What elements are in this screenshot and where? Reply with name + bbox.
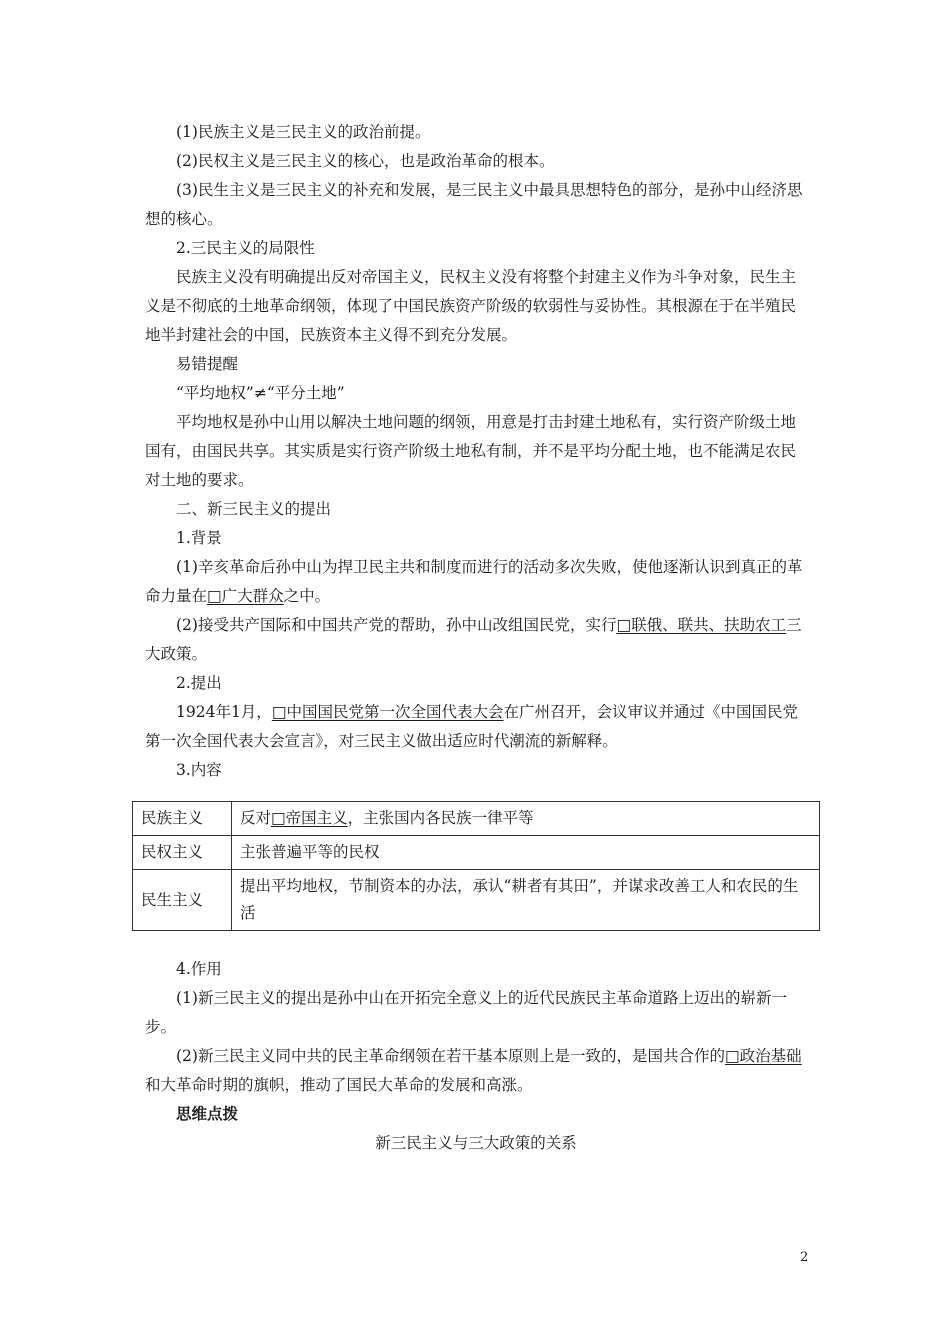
paragraph: 民族主义没有明确提出反对帝国主义，民权主义没有将整个封建主义作为斗争对象，民生主义是不彻底的土地革命纲领，体现了中国民族资产阶级的软弱性与妥协性。其根源在于在半殖民地半封建社会的中国，民族资本主义得不到充分发展。 (145, 268, 797, 344)
content-table (132, 801, 820, 931)
text-run: ，主张国内各民族一律平等 (347, 809, 534, 827)
text-run: 1924年1月， (176, 703, 272, 721)
text-run: (2)新三民主义同中共的民主革命纲领在若干基本原则上是一致的，是国共合作的 (176, 1047, 725, 1065)
paragraph: (3)民生主义是三民主义的补充和发展，是三民主义中最具思想特色的部分，是孙中山经济思想的核心。 (145, 181, 803, 228)
paragraph (145, 611, 807, 669)
text-run: 反对 (240, 809, 272, 827)
page-number: 2 (800, 1250, 809, 1265)
paragraph (145, 698, 807, 756)
table-key-cell: 民生主义 (133, 870, 232, 931)
fill-blank-answer: □中国国民党第一次全国代表大会 (271, 703, 504, 721)
paragraph (145, 553, 807, 611)
warning-title: “平均地权”≠“平分土地” (176, 384, 345, 402)
table-value-cell: 提出平均地权，节制资本的办法，承认“耕者有其田”，并谋求改善工人和农民的生活 (232, 870, 820, 931)
paragraph: (1)新三民主义的提出是孙中山在开拓完全意义上的近代民族民主革命道路上迈出的崭新一步。 (145, 989, 787, 1036)
section-heading: 1.背景 (176, 529, 222, 547)
text-run: 在广州召开，会议审议并通过《中国国民党第一次全国代表大会宣言》，对三民主义做出适应时代潮流的新解释。 (145, 703, 798, 750)
table-row (133, 836, 820, 870)
section-heading: 2.三民主义的局限性 (176, 239, 315, 257)
fill-blank-answer: □广大群众 (207, 587, 284, 605)
thinking-tip-heading: 思维点拨 (176, 1105, 239, 1123)
text-run: (2)接受共产国际和中国共产党的帮助，孙中山改组国民党，实行 (176, 616, 617, 634)
section-heading: 3.内容 (176, 761, 222, 779)
table-row (133, 870, 820, 931)
fill-blank-answer: □联俄、联共、扶助农工 (616, 616, 787, 634)
section-heading: 易错提醒 (176, 355, 239, 373)
page-content (141, 118, 807, 1158)
text-run: 之中。 (283, 587, 331, 605)
fill-blank-answer: □帝国主义 (271, 809, 348, 827)
section-heading: 2.提出 (176, 674, 222, 692)
table-key-cell: 民族主义 (133, 802, 232, 836)
paragraph: 平均地权是孙中山用以解决土地问题的纲领，用意是打击封建土地私有，实行资产阶级土地国有，由国民共享。其实质是实行资产阶级土地私有制，并不是平均分配土地，也不能满足农民对土地的要求。 (145, 413, 797, 489)
subtitle: 新三民主义与三大政策的关系 (375, 1134, 577, 1152)
paragraph: (2)民权主义是三民主义的核心，也是政治革命的根本。 (176, 152, 555, 170)
table-row (133, 802, 820, 836)
paragraph (145, 1042, 807, 1100)
fill-blank-answer: □政治基础 (724, 1047, 802, 1065)
table-value-cell (232, 802, 820, 836)
section-heading: 4.作用 (176, 960, 222, 978)
text-run: (1)辛亥革命后孙中山为捍卫民主共和制度而进行的活动多次失败，使他逐渐认识到真正的革命力量在 (145, 558, 803, 605)
section-heading: 二、新三民主义的提出 (176, 500, 332, 518)
paragraph: (1)民族主义是三民主义的政治前提。 (176, 123, 431, 141)
table-value-cell: 主张普遍平等的民权 (232, 836, 820, 870)
table-key-cell: 民权主义 (133, 836, 232, 870)
text-run: 三大政策。 (145, 616, 802, 663)
text-run: 和大革命时期的旗帜，推动了国民大革命的发展和高涨。 (145, 1076, 533, 1094)
